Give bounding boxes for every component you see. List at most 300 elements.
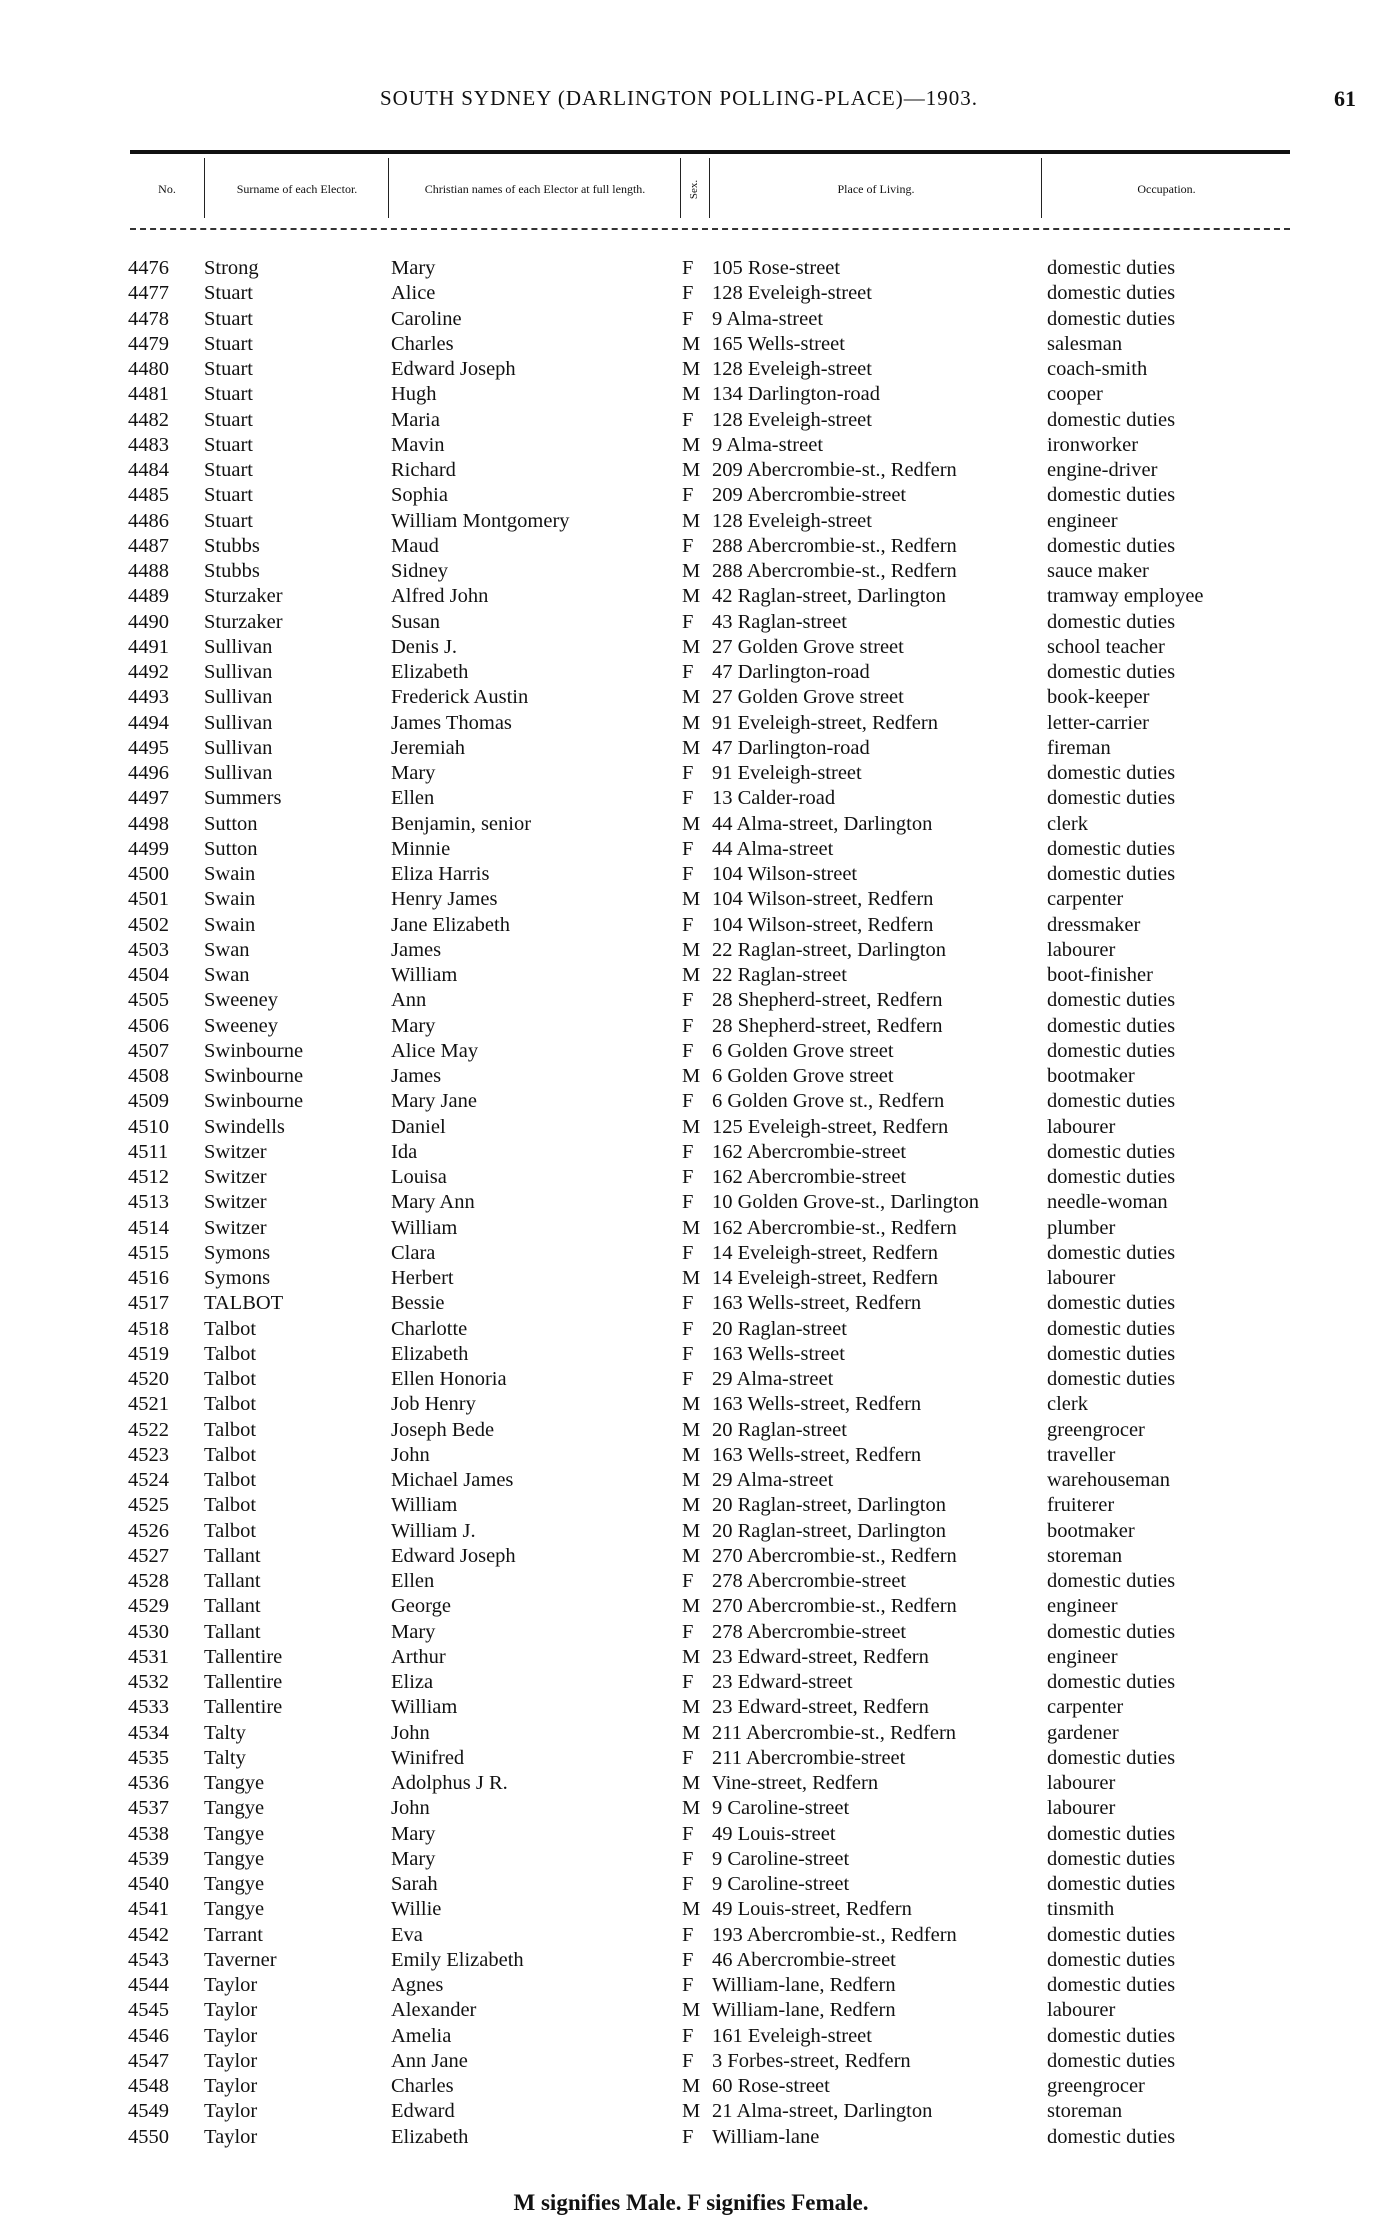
cell-place: 6 Golden Grove street <box>712 1039 894 1062</box>
cell-sex: F <box>682 2049 694 2072</box>
cell-no: 4550 <box>128 2125 169 2148</box>
col-header-sex: Sex. <box>688 179 701 199</box>
cell-surname: Talbot <box>204 1519 257 1542</box>
cell-surname: Tangye <box>204 1822 265 1845</box>
cell-no: 4497 <box>128 787 169 810</box>
cell-occupation: domestic duties <box>1047 837 1176 860</box>
cell-place: 9 Caroline-street <box>712 1873 850 1895</box>
cell-no: 4507 <box>128 1039 169 1062</box>
cell-christian: Alexander <box>391 1999 477 2022</box>
column-header <box>130 150 1290 230</box>
cell-christian: Michael James <box>391 1469 514 1491</box>
table-row <box>0 509 1382 534</box>
cell-sex: M <box>682 1494 701 1517</box>
col-header-surname: Surname of each Elector. <box>236 181 358 196</box>
cell-place: 9 Alma-street <box>712 433 824 456</box>
cell-occupation: domestic duties <box>1047 989 1176 1012</box>
cell-sex: M <box>682 1721 701 1744</box>
cell-place: 163 Wells-street <box>712 1342 845 1365</box>
cell-place: 278 Abercrombie-street <box>712 1620 907 1643</box>
cell-surname: Symons <box>204 1241 271 1264</box>
cell-place: 211 Abercrombie-street <box>712 1746 906 1769</box>
cell-surname: Sullivan <box>204 661 273 683</box>
cell-occupation: fruiterer <box>1047 1494 1115 1517</box>
cell-christian: Eliza <box>391 1671 434 1693</box>
cell-christian: Mary <box>391 1620 436 1643</box>
cell-occupation: engineer <box>1047 509 1118 532</box>
table-row <box>0 963 1382 988</box>
cell-place: 211 Abercrombie-st., Redfern <box>712 1721 957 1744</box>
cell-sex: F <box>682 1368 694 1390</box>
cell-christian: James Thomas <box>391 711 512 734</box>
cell-place: 128 Eveleigh-street <box>712 358 872 380</box>
cell-no: 4488 <box>128 560 169 582</box>
cell-surname: Sullivan <box>204 686 273 709</box>
cell-surname: Tallentire <box>204 1696 283 1719</box>
cell-sex: M <box>682 1999 701 2022</box>
cell-christian: John <box>391 1721 430 1744</box>
cell-occupation: boot-finisher <box>1047 964 1153 986</box>
cell-occupation: greengrocer <box>1047 1418 1145 1441</box>
cell-no: 4518 <box>128 1317 169 1340</box>
cell-place: William-lane <box>712 2125 820 2148</box>
cell-place: 9 Caroline-street <box>712 1797 850 1820</box>
cell-place: 29 Alma-street <box>712 1469 834 1491</box>
cell-no: 4546 <box>128 2024 169 2047</box>
cell-sex: F <box>682 484 694 507</box>
table-row <box>0 1039 1382 1064</box>
cell-christian: Ida <box>391 1140 418 1163</box>
cell-occupation: domestic duties <box>1047 257 1176 279</box>
cell-sex: M <box>682 1544 701 1567</box>
cell-sex: F <box>682 282 694 305</box>
cell-no: 4539 <box>128 1847 169 1870</box>
cell-surname: Tallentire <box>204 1671 283 1693</box>
cell-sex: F <box>682 787 694 810</box>
cell-surname: Swindells <box>204 1115 285 1138</box>
cell-place: 27 Golden Grove street <box>712 635 904 658</box>
cell-no: 4487 <box>128 534 169 557</box>
cell-occupation: domestic duties <box>1047 2024 1176 2047</box>
table-row <box>0 610 1382 635</box>
cell-christian: Charles <box>391 2075 454 2097</box>
cell-surname: Stuart <box>204 433 253 456</box>
cell-occupation: clerk <box>1047 812 1088 835</box>
cell-sex: F <box>682 610 694 633</box>
table-row <box>0 1418 1382 1443</box>
cell-sex: F <box>682 257 694 279</box>
table-row <box>0 1620 1382 1645</box>
cell-surname: Stuart <box>204 282 253 305</box>
cell-christian: John <box>391 1797 430 1820</box>
table-row <box>0 1089 1382 1114</box>
table-row <box>0 1493 1382 1518</box>
cell-surname: Tangye <box>204 1797 265 1820</box>
cell-surname: Summers <box>204 787 282 810</box>
cell-surname: Switzer <box>204 1191 267 1214</box>
cell-place: 162 Abercrombie-street <box>712 1166 907 1188</box>
col-header-place: Place of Living. <box>837 181 915 196</box>
table-row <box>0 1721 1382 1746</box>
cell-place: 44 Alma-street <box>712 837 834 860</box>
cell-sex: F <box>682 1974 694 1996</box>
cell-surname: Talbot <box>204 1418 257 1441</box>
cell-surname: Stubbs <box>204 534 260 557</box>
cell-sex: M <box>682 1418 701 1441</box>
cell-sex: F <box>682 1948 694 1971</box>
cell-christian: William J. <box>391 1519 476 1542</box>
cell-christian: William <box>391 1696 458 1719</box>
cell-no: 4499 <box>128 837 169 860</box>
table-row <box>0 711 1382 736</box>
cell-occupation: labourer <box>1047 1772 1116 1794</box>
cell-no: 4476 <box>128 257 169 279</box>
cell-christian: Clara <box>391 1241 436 1264</box>
table-row <box>0 1973 1382 1998</box>
table-row <box>0 1367 1382 1392</box>
cell-occupation: domestic duties <box>1047 1090 1176 1113</box>
cell-no: 4503 <box>128 938 169 961</box>
cell-no: 4504 <box>128 964 169 986</box>
cell-christian: Henry James <box>391 888 498 911</box>
cell-sex: M <box>682 1519 701 1542</box>
cell-occupation: domestic duties <box>1047 787 1176 810</box>
cell-no: 4544 <box>128 1974 169 1996</box>
cell-sex: M <box>682 938 701 961</box>
cell-sex: M <box>682 1645 701 1668</box>
cell-surname: Sweeney <box>204 989 279 1012</box>
cell-sex: M <box>682 585 701 608</box>
cell-christian: Alfred John <box>391 585 489 608</box>
cell-occupation: domestic duties <box>1047 1241 1176 1264</box>
cell-no: 4515 <box>128 1241 169 1264</box>
cell-christian: Mary <box>391 1822 436 1845</box>
cell-no: 4478 <box>128 307 169 330</box>
cell-no: 4519 <box>128 1342 169 1365</box>
cell-surname: Taylor <box>204 2075 258 2097</box>
cell-place: William-lane, Redfern <box>712 1999 896 2022</box>
cell-surname: Stuart <box>204 383 253 406</box>
col-header-christian: Christian names of each Elector at full length. <box>424 181 646 196</box>
cell-no: 4479 <box>128 332 169 355</box>
cell-occupation: needle-woman <box>1047 1191 1168 1214</box>
cell-no: 4531 <box>128 1645 169 1668</box>
cell-no: 4520 <box>128 1368 169 1390</box>
table-row <box>0 332 1382 357</box>
table-row <box>0 2125 1382 2150</box>
page-number: 61 <box>1334 86 1356 111</box>
cell-place: 14 Eveleigh-street, Redfern <box>712 1267 938 1289</box>
cell-surname: Swain <box>204 913 256 936</box>
cell-place: 47 Darlington-road <box>712 661 870 683</box>
cell-occupation: cooper <box>1047 383 1103 406</box>
cell-surname: Strong <box>204 257 259 279</box>
cell-occupation: labourer <box>1047 1115 1116 1138</box>
cell-place: 105 Rose-street <box>712 257 841 279</box>
cell-no: 4492 <box>128 661 169 683</box>
cell-no: 4547 <box>128 2049 169 2072</box>
cell-christian: Alice May <box>391 1039 479 1062</box>
cell-no: 4494 <box>128 711 169 734</box>
cell-place: 20 Raglan-street, Darlington <box>712 1494 946 1517</box>
cell-no: 4482 <box>128 408 169 431</box>
cell-christian: John <box>391 1443 430 1466</box>
cell-no: 4490 <box>128 610 169 633</box>
cell-place: 288 Abercrombie-st., Redfern <box>712 560 957 582</box>
cell-place: 29 Alma-street <box>712 1368 834 1390</box>
cell-sex: M <box>682 1696 701 1719</box>
table-row <box>0 635 1382 660</box>
cell-christian: Ann <box>391 989 427 1012</box>
cell-christian: Minnie <box>391 837 451 860</box>
cell-no: 4535 <box>128 1746 169 1769</box>
cell-surname: Sutton <box>204 812 258 835</box>
cell-surname: Sturzaker <box>204 610 283 633</box>
cell-sex: M <box>682 1267 701 1289</box>
cell-christian: Amelia <box>391 2024 452 2047</box>
cell-place: 28 Shepherd-street, Redfern <box>712 1014 943 1037</box>
cell-sex: M <box>682 1115 701 1138</box>
table-row <box>0 433 1382 458</box>
cell-surname: Taylor <box>204 2024 258 2047</box>
cell-occupation: domestic duties <box>1047 762 1176 784</box>
cell-occupation: carpenter <box>1047 1696 1124 1719</box>
cell-occupation: domestic duties <box>1047 1342 1176 1365</box>
cell-surname: Tangye <box>204 1898 265 1921</box>
cell-no: 4511 <box>128 1140 169 1163</box>
cell-surname: Taylor <box>204 2049 258 2072</box>
table-row <box>0 1216 1382 1241</box>
table-row <box>0 736 1382 761</box>
cell-no: 4477 <box>128 282 169 305</box>
cell-christian: Adolphus J R. <box>391 1772 508 1794</box>
table-row <box>0 1796 1382 1821</box>
cell-place: 91 Eveleigh-street, Redfern <box>712 711 938 734</box>
table-row <box>0 1342 1382 1367</box>
cell-christian: Herbert <box>391 1267 454 1289</box>
cell-sex: F <box>682 1241 694 1264</box>
cell-surname: Tallant <box>204 1620 261 1643</box>
cell-christian: Willie <box>391 1898 442 1921</box>
cell-occupation: domestic duties <box>1047 1317 1176 1340</box>
cell-sex: F <box>682 1090 694 1113</box>
cell-surname: Swain <box>204 888 256 911</box>
table-row <box>0 1190 1382 1215</box>
cell-surname: Switzer <box>204 1166 267 1188</box>
table-row <box>0 1645 1382 1670</box>
table-row <box>0 1317 1382 1342</box>
cell-no: 4543 <box>128 1948 169 1971</box>
cell-christian: Louisa <box>391 1166 447 1188</box>
cell-occupation: warehouseman <box>1047 1469 1170 1491</box>
cell-no: 4486 <box>128 509 169 532</box>
table-row <box>0 458 1382 483</box>
cell-occupation: letter-carrier <box>1047 711 1149 734</box>
cell-place: 288 Abercrombie-st., Redfern <box>712 534 957 557</box>
cell-no: 4521 <box>128 1393 169 1416</box>
table-row <box>0 1115 1382 1140</box>
cell-occupation: clerk <box>1047 1393 1088 1416</box>
cell-christian: William <box>391 1216 458 1239</box>
cell-surname: Sullivan <box>204 635 273 658</box>
cell-occupation: domestic duties <box>1047 1039 1176 1062</box>
cell-surname: Stuart <box>204 332 253 355</box>
table-row <box>0 1519 1382 1544</box>
cell-sex: F <box>682 863 694 885</box>
cell-surname: Talbot <box>204 1317 257 1340</box>
cell-occupation: domestic duties <box>1047 2049 1176 2072</box>
cell-christian: Winifred <box>391 1746 465 1769</box>
cell-no: 4509 <box>128 1090 169 1113</box>
cell-occupation: bootmaker <box>1047 1519 1135 1542</box>
cell-no: 4500 <box>128 863 169 885</box>
cell-christian: William <box>391 964 458 986</box>
cell-christian: Daniel <box>391 1115 446 1138</box>
table-row <box>0 1392 1382 1417</box>
table-row <box>0 1594 1382 1619</box>
cell-place: 163 Wells-street, Redfern <box>712 1443 922 1466</box>
cell-sex: F <box>682 1746 694 1769</box>
table-row <box>0 1822 1382 1847</box>
cell-sex: F <box>682 1317 694 1340</box>
cell-surname: Talbot <box>204 1494 257 1517</box>
cell-occupation: salesman <box>1047 332 1123 355</box>
cell-christian: Agnes <box>391 1974 444 1996</box>
cell-surname: Stuart <box>204 408 253 431</box>
table-row <box>0 761 1382 786</box>
cell-surname: Tangye <box>204 1847 265 1870</box>
sex-legend: M signifies Male. F signifies Female. <box>513 2190 869 2215</box>
cell-sex: M <box>682 2075 701 2097</box>
cell-sex: F <box>682 913 694 936</box>
cell-occupation: engineer <box>1047 1595 1118 1618</box>
cell-sex: F <box>682 1014 694 1037</box>
cell-no: 4528 <box>128 1570 169 1592</box>
cell-christian: Eva <box>391 1923 423 1946</box>
table-row <box>0 988 1382 1013</box>
cell-surname: Sweeney <box>204 1014 279 1037</box>
cell-place: 3 Forbes-street, Redfern <box>712 2049 911 2072</box>
cell-sex: F <box>682 408 694 431</box>
cell-occupation: labourer <box>1047 1797 1116 1820</box>
table-row <box>0 862 1382 887</box>
cell-occupation: domestic duties <box>1047 1873 1176 1895</box>
table-row <box>0 281 1382 306</box>
page-header <box>0 86 1382 116</box>
table-row <box>0 483 1382 508</box>
table-row <box>0 1948 1382 1973</box>
cell-sex: F <box>682 661 694 683</box>
cell-occupation: domestic duties <box>1047 610 1176 633</box>
cell-christian: Edward Joseph <box>391 1544 516 1567</box>
cell-no: 4495 <box>128 736 169 759</box>
cell-no: 4533 <box>128 1696 169 1719</box>
cell-surname: Swan <box>204 938 250 961</box>
table-row <box>0 913 1382 938</box>
cell-sex: M <box>682 888 701 911</box>
table-row <box>0 1847 1382 1872</box>
table-row <box>0 887 1382 912</box>
cell-surname: Switzer <box>204 1216 267 1239</box>
cell-occupation: domestic duties <box>1047 282 1176 305</box>
table-row <box>0 1064 1382 1089</box>
cell-no: 4524 <box>128 1469 169 1491</box>
cell-occupation: storeman <box>1047 1544 1123 1567</box>
cell-occupation: ironworker <box>1047 433 1139 456</box>
table-row <box>0 812 1382 837</box>
cell-place: 23 Edward-street, Redfern <box>712 1696 929 1719</box>
page-title: SOUTH SYDNEY (DARLINGTON POLLING-PLACE)—1903. <box>380 86 978 110</box>
cell-no: 4522 <box>128 1418 169 1441</box>
cell-place: 209 Abercrombie-st., Redfern <box>712 459 957 481</box>
cell-surname: Talbot <box>204 1368 257 1390</box>
cell-occupation: labourer <box>1047 1999 1116 2022</box>
cell-surname: Sutton <box>204 837 258 860</box>
cell-christian: Bessie <box>391 1292 445 1315</box>
cell-christian: James <box>391 1065 442 1087</box>
table-row <box>0 307 1382 332</box>
cell-place: 60 Rose-street <box>712 2075 830 2097</box>
table-row <box>0 1544 1382 1569</box>
cell-surname: Stuart <box>204 484 253 507</box>
cell-christian: Hugh <box>391 383 437 406</box>
cell-sex: M <box>682 459 701 481</box>
table-row <box>0 1923 1382 1948</box>
cell-no: 4542 <box>128 1923 169 1946</box>
cell-sex: F <box>682 1166 694 1188</box>
cell-occupation: sauce maker <box>1047 560 1149 582</box>
table-row <box>0 837 1382 862</box>
cell-place: 46 Abercrombie-street <box>712 1948 896 1971</box>
cell-no: 4501 <box>128 888 169 911</box>
cell-christian: Maud <box>391 534 439 557</box>
cell-sex: F <box>682 1342 694 1365</box>
table-row <box>0 1266 1382 1291</box>
cell-no: 4502 <box>128 913 169 936</box>
cell-no: 4496 <box>128 762 169 784</box>
cell-sex: M <box>682 686 701 709</box>
cell-place: 23 Edward-street <box>712 1671 853 1693</box>
cell-christian: Elizabeth <box>391 661 469 683</box>
cell-surname: Swinbourne <box>204 1065 304 1087</box>
cell-sex: M <box>682 383 701 406</box>
cell-occupation: tinsmith <box>1047 1898 1115 1921</box>
cell-occupation: bootmaker <box>1047 1065 1135 1087</box>
cell-occupation: labourer <box>1047 938 1116 961</box>
cell-sex: F <box>682 1292 694 1315</box>
cell-no: 4510 <box>128 1115 169 1138</box>
cell-place: 13 Calder-road <box>712 787 836 810</box>
cell-christian: William Montgomery <box>391 509 570 532</box>
cell-place: 104 Wilson-street, Redfern <box>712 913 934 936</box>
cell-place: 104 Wilson-street, Redfern <box>712 888 934 911</box>
cell-christian: Job Henry <box>391 1393 476 1416</box>
cell-place: 9 Caroline-street <box>712 1847 850 1870</box>
cell-christian: George <box>391 1595 451 1618</box>
cell-christian: Sidney <box>391 560 448 582</box>
cell-surname: Taylor <box>204 1999 258 2022</box>
cell-sex: F <box>682 989 694 1012</box>
cell-no: 4483 <box>128 433 169 456</box>
cell-place: 49 Louis-street <box>712 1822 836 1845</box>
table-row <box>0 357 1382 382</box>
cell-christian: Mary <box>391 257 436 279</box>
cell-christian: Charles <box>391 332 454 355</box>
cell-no: 4532 <box>128 1671 169 1693</box>
cell-place: Vine-street, Redfern <box>712 1772 879 1794</box>
cell-christian: Elizabeth <box>391 2125 469 2148</box>
cell-no: 4537 <box>128 1797 169 1820</box>
